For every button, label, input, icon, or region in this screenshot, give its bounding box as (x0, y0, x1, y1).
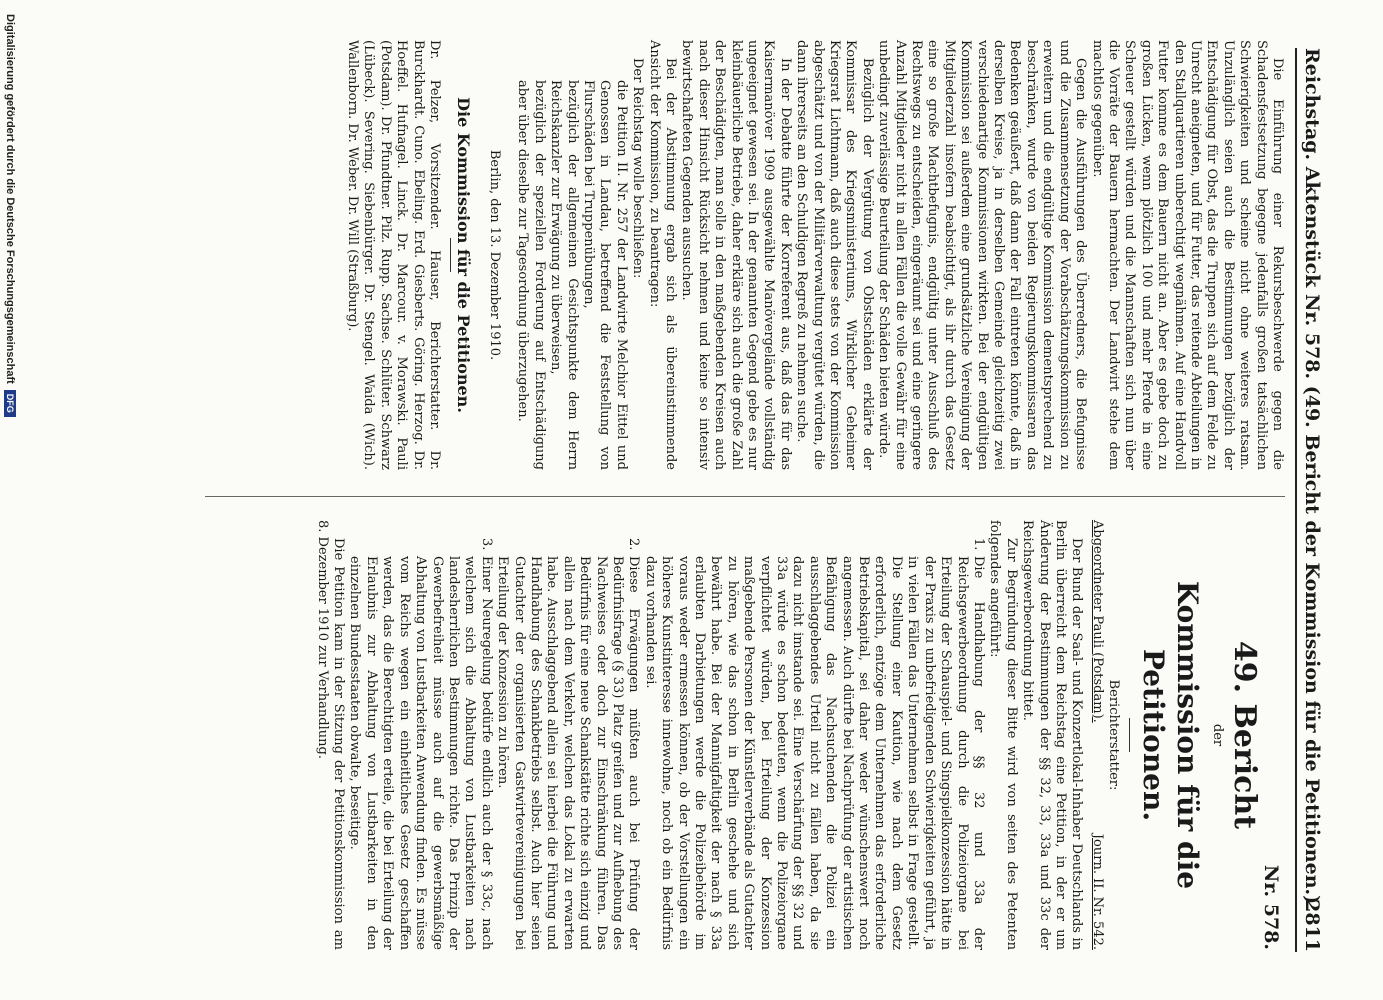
list-item (494, 538, 642, 950)
paragraph: Bei der Abstimmung ergab sich als übereinstimmende Ansicht der Kommission, zu beantragen: (646, 40, 678, 470)
paragraph: Gegen die Ausführungen des Überredners, die Befugnisse und die Zusammensetzung der Vorabschätzungskommission zu erweitern und die endgültige Kommission dementsprechend zu beschränken, wurde von beiden Regierungskommissaren das Bedenken geäußert, daß dann der Fall eintreten könnte, daß in derselben Kreise, ja in derselben Gemeinde gleichzeitig zwei verschiedenartige Kommissionen wirkten. Bei der endgültigen Kommission sei außerdem eine grundsätzliche Vereinigung der Mitgliederzahl insofern beabsichtigt, als ihr durch das Gesetz eine so große Machtbefugnis, endgültig unter Ausschluß des Rechtswegs zu entscheiden, eingeräumt sei und eine geringere Anzahl Mitglieder nicht in allen Fällen die volle Gewähr für eine unbedingt zuverlässige Beurteilung der Schäden bieten würde. (876, 40, 1089, 470)
commission-signature: Die Kommission für die Petitionen. (454, 97, 474, 413)
left-column (344, 40, 1285, 470)
dfg-logo: DFG (4, 390, 16, 417)
divider-rule (1129, 718, 1130, 752)
list-number: 1. (970, 538, 986, 551)
rapporteur-name: Abgeordneter Pauli (Potsdam). (1089, 520, 1105, 723)
digitization-credit (0, 0, 20, 1000)
commission-title: Kommission für die Petitionen. (1137, 580, 1205, 890)
numbered-list (346, 538, 986, 950)
report-number: 49. Bericht (1226, 640, 1262, 830)
date-line: Berlin, den 13. Dezember 1910. (486, 149, 502, 361)
divider-rule (450, 238, 451, 272)
member-list: Dr. Pelzer, Vorsitzender. Hauser, Berichterstatter. Dr. Burckhardt. Cuno. Ebeling. Erd. Giesberts. Göring. Herzog. Dr. Hoeffel. Hufnagel. Linck. Dr. Marcour. v. Morawski. Pauli (Potsdam). Dr. Pfundtner. Pilz. Rupp. Sachse. Schlüter. Schwarz (Lübeck). Severing. Siebenbürger. Dr. Stengel. Waida (Wich). Wallenborn. Dr. Weber. Dr. Will (Straßburg). (345, 40, 443, 470)
list-text: Die Handhabung der §§ 32 und 33a der Reichsgewerbeordnung durch die Polizeiorgane bei Erteilung der Schauspiel- und Singspielkonzession hätte in der Praxis zu unbefriedigenden Schwierigkeiten geführt, ja in vielen Fällen das Unternehmen selbst in Frage gestellt. Die Stellung einer Kaution, wie nach dem Gesetz erforderlich, entzöge dem Unternehmen das erforderliche Betriebskapital, sei daher weder wünschenswert noch angemessen. Auch dürfte bei Nachprüfung der artistischen Befähigung das Nachsuchenden die Polizei ein ausschlaggebendes Urteil nicht zu fällen haben, da sie dazu nicht imstande sei. Eine Verschärfung der §§ 32 und 33a würde es schon bedeuten, wenn die Polizeiorgane verpflichtet würden, bei Erteilung der Konzession maßgebende Personen der Künstlerverbände als Gutachter zu hören, wie das schon in Berlin geschehe und sich bewährt habe. Bei der Mannigfaltigkeit der nach § 33a erlaubten Darbietungen werde die Polizeibehörde im voraus weder ermessen können, ob der Vorstellungen ein höheres Kunstinteresse innewohne, noch ob ein Bedürfnis dazu vorhanden sei. (642, 556, 986, 950)
paragraph: Bezüglich der Vergütung von Obstschäden erklärte der Kommissar des Kriegsministeriums, Wirklicher Geheimer Kriegsrat Lichtmann, daß auch diese stets von der Kommission abgeschätzt und von der Militärverwaltung vergütet würden, die dann ihrerseits an den Schuldigen Regreß zu nehmen suche. (794, 40, 875, 470)
list-number: 2. (626, 538, 642, 551)
page-number: 2811 (1301, 899, 1323, 952)
paragraph: In der Debatte führte der Korreferent aus, daß das für das Kaisermanöver 1909 ausgewählte Manövergelände vollständig ungeeignet gewesen sei. In der genannten Gegend gebe es nur kleinbäuerliche Betriebe, daher erkläre sich auch die große Zahl der Beschädigten, man solle in den maßgebenden Kreisen auch nach dieser Hinsicht Rücksicht nehmen und keine so intensiv bewirtschafteten Gegenden aussuchen. (679, 40, 793, 470)
paragraph: Zur Begründung dieser Bitte wird von seiten des Petenten folgendes angeführt: (987, 520, 1019, 950)
journal-number: Journ. II. Nr. 542. (1089, 833, 1105, 950)
page-header (1295, 48, 1323, 952)
running-title: Reichstag. Aktenstück Nr. 578. (49. Bericht der Kommission für die Petitionen.) (1301, 48, 1323, 905)
list-item (641, 538, 986, 950)
list-number: 3. (478, 538, 494, 551)
motion-block (514, 80, 629, 470)
der-label: der (1209, 723, 1225, 747)
motion-line: bezüglich der allgemeinen Gesichtspunkte dem Herrn Reichskanzler zur Erwägung zu überweisen, (548, 80, 580, 470)
motion-line: die Petition II. Nr. 257 der Landwirte Melchior Eittel und Genossen in Landau, betreffend die Feststellung von Flurschäden bei Truppenübungen, (580, 80, 629, 470)
credit-text: Digitalisierung gefördert durch die Deutsche Forschungsgemeinschaft (4, 14, 16, 384)
motion-line: bezüglich der speziellen Forderung auf Entschädigung aber über dieselbe zur Tagesordnung überzugehen. (515, 80, 547, 470)
paragraph: Die Petition kam in der Sitzung der Petitionskommission am 8. Dezember 1910 zur Verhandlung. (314, 520, 347, 950)
list-text: Einer Neuregelung bedürfe endlich auch der § 33c, nach welchem sich die Abhaltung von Lustbarkeiten nach landesherrlichen Bestimmungen richte. Das Prinzip der Gewerbefreiheit müsse auch auf die gewerbsmäßige Abhaltung von Lustbarkeiten Anwendung finden. Es müsse vom Reichs wegen ein einheitliches Gesetz geschaffen werden, das die Berechtigten erteile, die bei Erteilung der Erlaubnis zur Abhaltung von Lustbarkeiten in den einzelnen Bundesstaaten obwalte, beseitige. (347, 556, 494, 950)
paragraph: Der Reichstag wolle beschließen: (630, 58, 646, 279)
list-text: Diese Erwägungen müßten auch bei Prüfung der Bedürfnisfrage (§ 33) Platz greifen und zur Aufhebung des Nachweises oder doch zur Einschränkung führen. Das Bedürfnis für eine neue Schankstätte richte sich einzig und allein nach dem Verkehr, welchen das Lokal zu erwarten habe. Ausschlaggebend allein sei hierbei die Führung und Handhabung des Schankbetriebs selbst. Auch hier seien Gutachter der organisierten Gastwirtevereinigungen bei Erteilung der Konzession zu hören. (495, 556, 642, 950)
rapporteur-label: Berichterstatter: (1106, 679, 1122, 791)
list-item (346, 538, 494, 950)
document-number: Nr. 578. (1260, 864, 1282, 950)
column-divider (205, 496, 1285, 497)
paragraph: Der Bund der Saal- und Konzertlokal-Inhaber Deutschlands in Berlin überreicht dem Reichstag eine Petition, in der er um Änderung der Bestimmungen der §§ 32, 33, 33a und 33c der Reichsgewerbeordnung bittet. (1020, 520, 1085, 950)
paragraph: Die Einführung einer Rekursbeschwerde gegen die Schadensfestsetzung begegne jedenfalls großen tatsächlichen Schwierigkeiten und scheine nicht ohne weiteres ratsam. Unzulänglich seien auch die Bestimmungen bezüglich der Entschädigung für Obst, das die Truppen sich auf dem Felde zu Unrecht aneigneten, und für Futter, das reitende Abteilungen in den Stallquartieren unberechtigt wegnähmen. Auf eine Handvoll Futter komme es dem Bauern nicht an. Aber es gebe doch zu großen Lücken, wenn plötzlich 100 und mehr Pferde in eine Scheuer gestellt würden und die Mannschaften sich nun über die Vorräte der Bauern hermachten. Der Landwirt stehe dem machtlos gegenüber. (1089, 40, 1285, 470)
rapporteur-row (1088, 520, 1104, 950)
right-column (313, 520, 1285, 950)
